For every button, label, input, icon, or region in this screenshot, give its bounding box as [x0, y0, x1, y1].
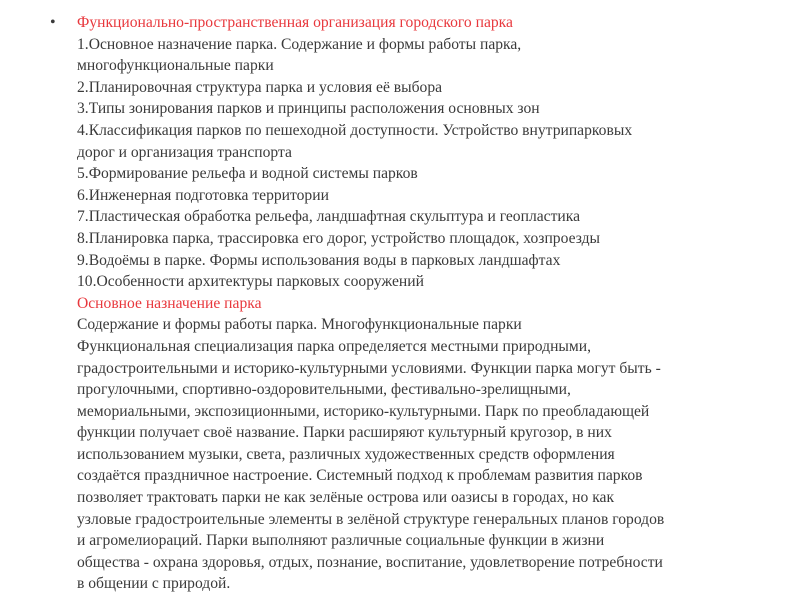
text-line: Содержание и формы работы парка. Многофункциональные парки — [77, 316, 522, 334]
text-line: мемориальными, экспозиционными, историко-культурными. Парк по преобладающей — [77, 402, 650, 420]
text-line: дорог и организация транспорта — [77, 143, 292, 161]
text-line: 2.Планировочная структура парка и условия её выбора — [77, 78, 443, 96]
section-heading-line: Основное назначение парка — [77, 294, 262, 312]
text-line: использованием музыки, света, различных художественных средств оформления — [77, 445, 615, 463]
text-line: и агромелиораций. Парки выполняют различные социальные функции в жизни — [77, 532, 605, 550]
section-heading-line: Функционально-пространственная организация городского парка — [77, 14, 513, 31]
text-line: позволяет трактовать парки не как зелёные острова или оазисы в городах, но как — [77, 489, 615, 507]
text-line: 1.Основное назначение парка. Содержание и формы работы парка, — [77, 35, 522, 53]
text-line: узловые градостроительные элементы в зелёной структуре генеральных планов городов — [77, 510, 665, 528]
text-line: 8.Планировка парка, трассировка его дорог, устройство площадок, хозпроезды — [77, 229, 600, 247]
text-line: в общении с природой. — [77, 575, 231, 593]
text-line: 6.Инженерная подготовка территории — [77, 186, 329, 204]
text-line: 5.Формирование рельефа и водной системы парков — [77, 165, 418, 183]
text-line: 4.Классификация парков по пешеходной доступности. Устройство внутрипарковых — [77, 121, 633, 139]
text-line: 10.Особенности архитектуры парковых сооружений — [77, 273, 424, 291]
text-line: 7.Пластическая обработка рельефа, ландшафтная скульптура и геопластика — [77, 208, 580, 226]
bullet-marker: • — [50, 14, 56, 31]
text-line: общества - охрана здоровья, отдых, познание, воспитание, удовлетворение потребности — [77, 553, 663, 571]
text-line: 9.Водоёмы в парке. Формы использования воды в парковых ландшафтах — [77, 251, 561, 269]
slide-text-body — [77, 12, 789, 595]
text-line: 3.Типы зонирования парков и принципы расположения основных зон — [77, 100, 540, 118]
text-line: Функциональная специализация парка определяется местными природными, — [77, 337, 592, 355]
text-line: прогулочными, спортивно-оздоровительными, фестивально-зрелищными, — [77, 381, 571, 399]
text-line: создаётся праздничное настроение. Системный подход к проблемам развития парков — [77, 467, 643, 485]
text-line: многофункциональные парки — [77, 57, 274, 75]
text-line: градостроительными и историко-культурными условиями. Функции парка могут быть - — [77, 359, 661, 377]
text-line: функции получает своё название. Парки расширяют культурный кругозор, в них — [77, 424, 612, 442]
